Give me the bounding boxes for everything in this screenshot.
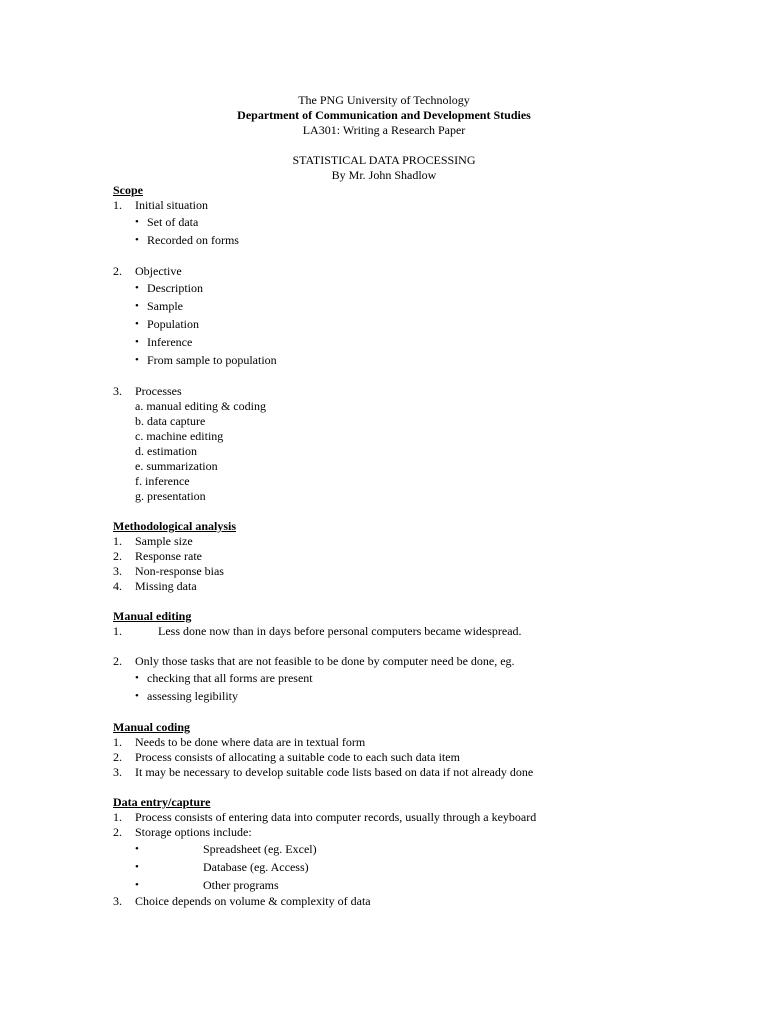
list-text: Process consists of entering data into computer records, usually through a keyboard bbox=[135, 810, 537, 824]
list-text: Objective bbox=[135, 264, 182, 278]
bullet-item bbox=[113, 351, 673, 369]
university-name: The PNG University of Technology bbox=[298, 93, 470, 107]
spacer bbox=[113, 249, 673, 264]
bullet-text: Description bbox=[147, 280, 203, 295]
lettered-item: a. manual editing & coding bbox=[135, 399, 266, 413]
list-item bbox=[113, 810, 673, 825]
lettered-item: b. data capture bbox=[135, 414, 206, 428]
list-text: Initial situation bbox=[135, 198, 208, 212]
spacer bbox=[113, 594, 673, 609]
list-number: 2. bbox=[113, 549, 122, 563]
bullet-item bbox=[113, 840, 673, 858]
bullet-item bbox=[113, 858, 673, 876]
list-text: Process consists of allocating a suitable code to each such data item bbox=[135, 750, 460, 764]
list-text: Non-response bias bbox=[135, 564, 224, 578]
bullet-item bbox=[113, 687, 673, 705]
bullet-icon: • bbox=[135, 299, 139, 312]
list-text: Processes bbox=[135, 384, 182, 398]
bullet-item bbox=[113, 231, 673, 249]
list-text: Sample size bbox=[135, 534, 193, 548]
list-item bbox=[113, 735, 673, 750]
bullet-text: Database (eg. Access) bbox=[203, 859, 309, 874]
list-text: It may be necessary to develop suitable code lists based on data if not already done bbox=[135, 765, 534, 779]
bullet-icon: • bbox=[135, 842, 139, 855]
bullet-text: From sample to population bbox=[147, 352, 277, 367]
list-item bbox=[113, 825, 673, 840]
bullet-text: Spreadsheet (eg. Excel) bbox=[203, 841, 317, 856]
department-name: Department of Communication and Development Studies bbox=[237, 108, 531, 122]
bullet-icon: • bbox=[135, 335, 139, 348]
spacer bbox=[113, 369, 673, 384]
bullet-item bbox=[113, 213, 673, 231]
bullet-item bbox=[113, 669, 673, 687]
list-text: Storage options include: bbox=[135, 825, 252, 839]
document-body bbox=[113, 183, 673, 909]
bullet-item bbox=[113, 876, 673, 894]
list-item bbox=[113, 198, 673, 213]
list-number: 3. bbox=[113, 894, 122, 908]
list-item bbox=[113, 564, 673, 579]
section-heading-methodological: Methodological analysis bbox=[113, 519, 237, 533]
lettered-item: f. inference bbox=[135, 474, 190, 488]
section-heading-scope: Scope bbox=[113, 183, 143, 197]
bullet-icon: • bbox=[135, 353, 139, 366]
spacer bbox=[0, 138, 768, 153]
list-number: 1. bbox=[113, 624, 122, 638]
list-text: Less done now than in days before personal computers became widespread. bbox=[158, 624, 522, 638]
bullet-item bbox=[113, 297, 673, 315]
list-number: 3. bbox=[113, 765, 122, 779]
list-item bbox=[113, 624, 673, 639]
bullet-text: Recorded on forms bbox=[147, 232, 239, 247]
bullet-item bbox=[113, 315, 673, 333]
bullet-text: Inference bbox=[147, 334, 193, 349]
list-number: 1. bbox=[113, 198, 122, 212]
course-name: LA301: Writing a Research Paper bbox=[302, 123, 466, 137]
bullet-text: Sample bbox=[147, 298, 183, 313]
list-text: Response rate bbox=[135, 549, 202, 563]
section-heading-manual-editing: Manual editing bbox=[113, 609, 192, 623]
bullet-text: checking that all forms are present bbox=[147, 670, 313, 685]
bullet-text: Set of data bbox=[147, 214, 199, 229]
list-text: Only those tasks that are not feasible to be done by computer need be done, eg. bbox=[135, 654, 515, 668]
list-item bbox=[113, 264, 673, 279]
bullet-icon: • bbox=[135, 689, 139, 702]
list-number: 3. bbox=[113, 564, 122, 578]
lettered-item: d. estimation bbox=[135, 444, 197, 458]
list-text: Missing data bbox=[135, 579, 197, 593]
lettered-item: g. presentation bbox=[135, 489, 206, 503]
list-number: 2. bbox=[113, 825, 122, 839]
bullet-icon: • bbox=[135, 671, 139, 684]
list-item bbox=[113, 579, 673, 594]
list-text: Choice depends on volume & complexity of data bbox=[135, 894, 371, 908]
list-number: 1. bbox=[113, 810, 122, 824]
list-number: 3. bbox=[113, 384, 122, 398]
document-title: STATISTICAL DATA PROCESSING bbox=[292, 153, 476, 167]
bullet-text: assessing legibility bbox=[147, 688, 238, 703]
spacer bbox=[113, 705, 673, 720]
title-block bbox=[0, 93, 768, 183]
bullet-icon: • bbox=[135, 317, 139, 330]
bullet-item bbox=[113, 333, 673, 351]
list-item bbox=[113, 654, 673, 669]
list-item bbox=[113, 384, 673, 399]
list-item bbox=[113, 894, 673, 909]
section-heading-manual-coding: Manual coding bbox=[113, 720, 191, 734]
list-number: 1. bbox=[113, 534, 122, 548]
bullet-text: Other programs bbox=[203, 877, 279, 892]
list-item bbox=[113, 765, 673, 780]
bullet-text: Population bbox=[147, 316, 200, 331]
list-item bbox=[113, 534, 673, 549]
bullet-icon: • bbox=[135, 878, 139, 891]
list-number: 1. bbox=[113, 735, 122, 749]
spacer bbox=[113, 639, 673, 654]
lettered-item: e. summarization bbox=[135, 459, 218, 473]
bullet-item bbox=[113, 279, 673, 297]
list-number: 2. bbox=[113, 264, 122, 278]
bullet-icon: • bbox=[135, 233, 139, 246]
list-number: 2. bbox=[113, 654, 122, 668]
list-number: 2. bbox=[113, 750, 122, 764]
bullet-icon: • bbox=[135, 281, 139, 294]
list-number: 4. bbox=[113, 579, 122, 593]
bullet-icon: • bbox=[135, 860, 139, 873]
spacer bbox=[113, 504, 673, 519]
bullet-icon: • bbox=[135, 215, 139, 228]
section-heading-data-entry: Data entry/capture bbox=[113, 795, 211, 809]
lettered-item: c. machine editing bbox=[135, 429, 224, 443]
list-item bbox=[113, 549, 673, 564]
document-author: By Mr. John Shadlow bbox=[331, 168, 437, 182]
list-text: Needs to be done where data are in textual form bbox=[135, 735, 366, 749]
spacer bbox=[113, 780, 673, 795]
list-item bbox=[113, 750, 673, 765]
